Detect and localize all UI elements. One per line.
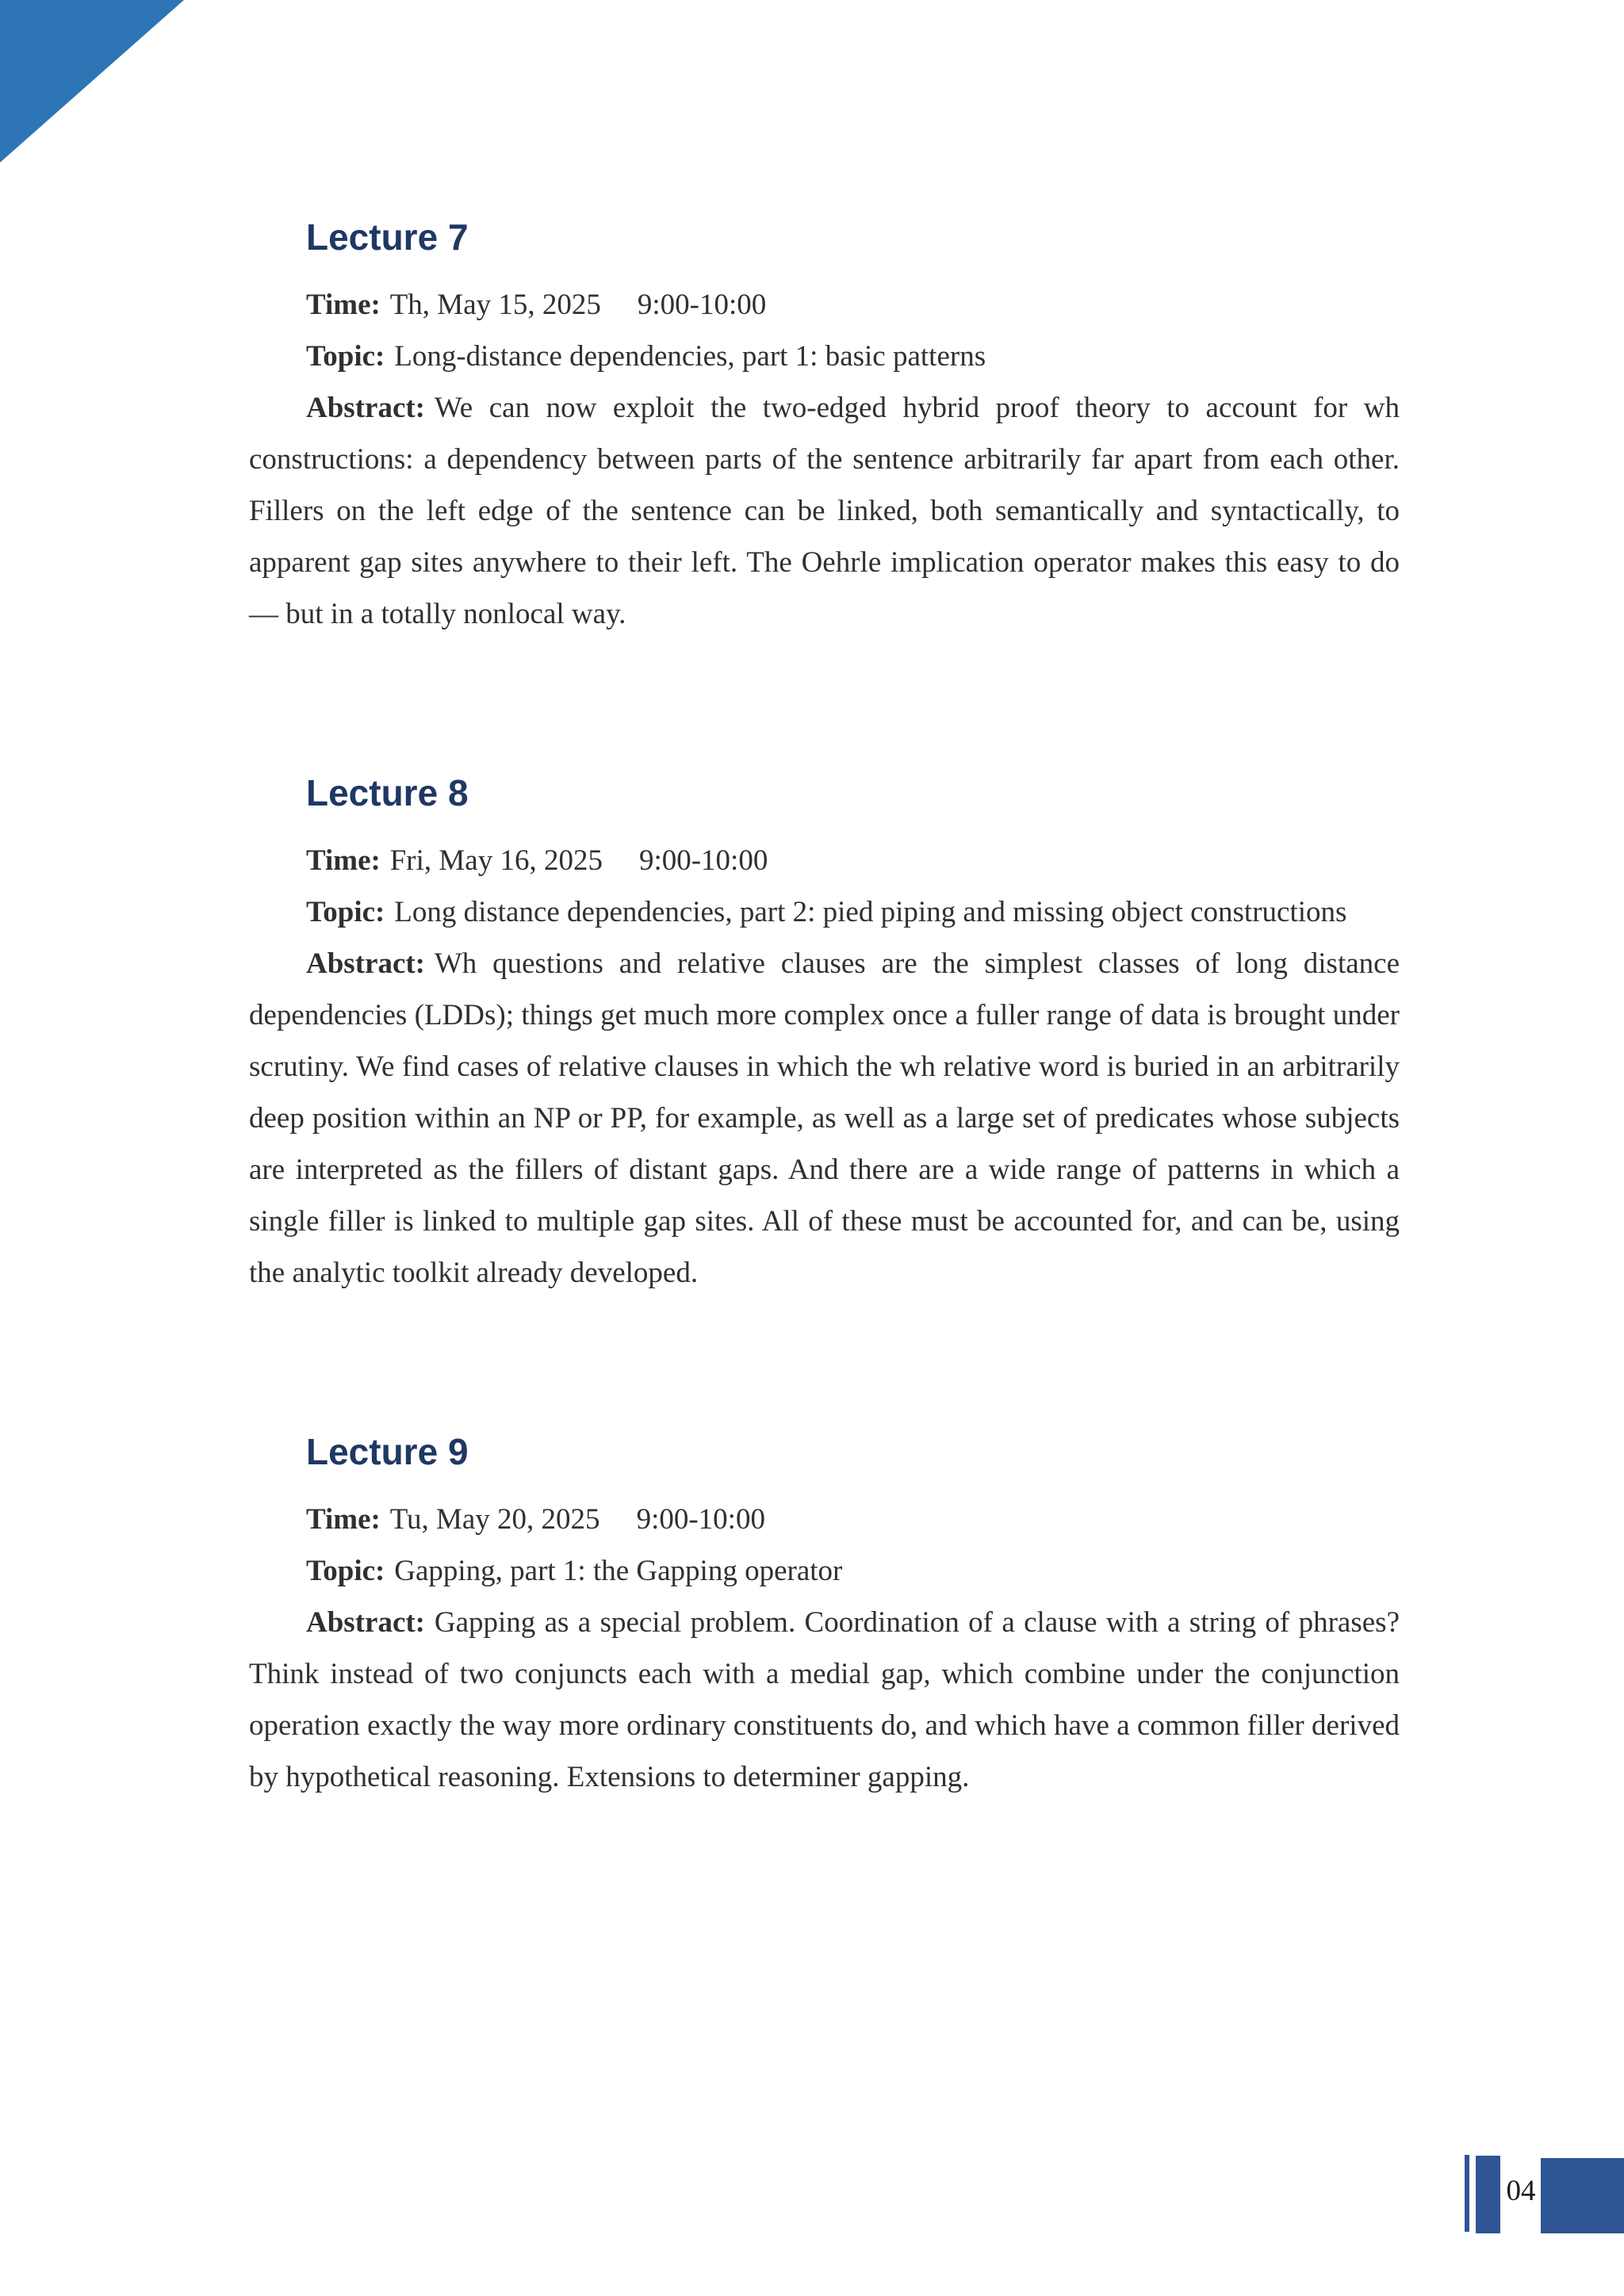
topic-label: Topic:: [306, 1555, 385, 1587]
time-date: Th, May 15, 2025: [389, 289, 601, 321]
time-range: 9:00-10:00: [638, 844, 768, 877]
abstract-text: Gapping as a special problem. Coordination of a clause with a string of phrases? Think instead of two conjuncts each with a medial gap, which combine under the conjunction operation exactly the way more ordinary constituents do, and which have a common filler derived by hypothetical reasoning. Extensions to determiner gapping.: [249, 1606, 1400, 1793]
time-date: Fri, May 16, 2025: [389, 844, 603, 877]
topic-text: Gapping, part 1: the Gapping operator: [394, 1555, 843, 1587]
time-label: Time:: [306, 844, 381, 877]
lecture-title: Lecture 9: [306, 1431, 469, 1472]
time-label: Time:: [306, 289, 381, 321]
lecture-schedule-content: [249, 0, 1400, 1803]
topic-label: Topic:: [306, 340, 385, 373]
topic-line: [249, 886, 1400, 938]
page-number: 04: [1506, 2175, 1536, 2207]
abstract-label: Abstract:: [306, 1606, 426, 1639]
footer-accent-bar-wide: [1476, 2156, 1500, 2233]
lecture-section-9: [249, 1433, 1400, 1803]
time-line: [249, 835, 1400, 886]
time-date: Tu, May 20, 2025: [389, 1503, 600, 1536]
topic-label: Topic:: [306, 896, 385, 928]
topic-line: [249, 331, 1400, 382]
abstract-text: We can now exploit the two-edged hybrid proof theory to account for wh constructions: a dependency between parts of the sentence arbitrarily far apart from each other. Fillers on the left edge of the sentence can be linked, both semantically and syntactically, to apparent gap sites anywhere to their left. The Oehrle implication operator makes this easy to do — but in a totally nonlocal way.: [249, 392, 1400, 630]
abstract-label: Abstract:: [306, 947, 426, 980]
topic-text: Long-distance dependencies, part 1: basic patterns: [394, 340, 986, 373]
time-line: [249, 279, 1400, 331]
time-range: 9:00-10:00: [636, 1503, 765, 1536]
topic-line: [249, 1545, 1400, 1597]
footer-accent-block: [1541, 2158, 1624, 2233]
time-range: 9:00-10:00: [637, 289, 767, 321]
time-line: [249, 1494, 1400, 1545]
corner-triangle-decoration: [0, 0, 184, 163]
abstract-text: Wh questions and relative clauses are the simplest classes of long distance dependencies (LDDs); things get much more complex once a fuller range of data is brought under scrutiny. We find cases of relative clauses in which the wh relative word is buried in an arbitrarily deep position within an NP or PP, for example, as well as a large set of predicates whose subjects are interpreted as the fillers of distant gaps. And there are a wide range of patterns in which a single filler is linked to multiple gap sites. All of these must be accounted for, and can be, using the analytic toolkit already developed.: [249, 947, 1400, 1289]
footer-accent-bar-thin: [1465, 2155, 1469, 2232]
abstract-paragraph: [249, 1597, 1400, 1803]
lecture-title: Lecture 8: [306, 772, 469, 813]
lecture-title: Lecture 7: [306, 216, 469, 258]
time-label: Time:: [306, 1503, 381, 1536]
abstract-paragraph: [249, 938, 1400, 1299]
lecture-section-7: [249, 216, 1400, 640]
lecture-section-8: [249, 772, 1400, 1299]
abstract-paragraph: [249, 382, 1400, 640]
abstract-label: Abstract:: [306, 392, 426, 424]
topic-text: Long distance dependencies, part 2: pied piping and missing object constructions: [394, 896, 1347, 928]
